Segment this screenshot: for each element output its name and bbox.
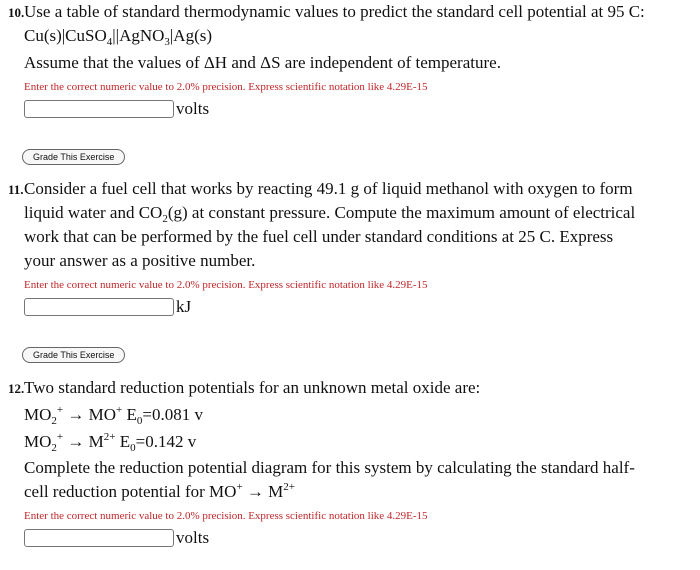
answer-input[interactable] xyxy=(24,100,174,118)
question-text: your answer as a positive number. xyxy=(24,251,256,270)
answer-row xyxy=(24,296,698,318)
question-12 xyxy=(8,376,698,549)
question-number: 12. xyxy=(8,381,25,396)
question-text: Use a table of standard thermodynamic values to predict the standard cell potential at 95 C: xyxy=(24,2,645,21)
unit-label: volts xyxy=(176,99,210,118)
question-number: 11. xyxy=(8,182,24,197)
precision-hint: Enter the correct numeric value to 2.0% precision. Express scientific notation like 4.29E-15 xyxy=(24,81,428,93)
answer-row xyxy=(24,98,698,120)
grade-exercise-button[interactable]: Grade This Exercise xyxy=(22,347,125,363)
precision-hint: Enter the correct numeric value to 2.0% precision. Express scientific notation like 4.29E-15 xyxy=(24,510,428,522)
question-text: Complete the reduction potential diagram for this system by calculating the standard half- xyxy=(24,458,635,477)
unit-label: kJ xyxy=(176,297,192,316)
grade-exercise-button[interactable]: Grade This Exercise xyxy=(22,149,125,165)
unit-label: volts xyxy=(176,528,210,547)
cell-notation: Cu(s)|CuSO$_4$||AgNO$_3$|Ag(s) xyxy=(24,26,213,48)
question-text: cell reduction potential for $MO^+ \to M^{2+}$ xyxy=(24,481,295,501)
answer-input[interactable] xyxy=(24,529,174,547)
question-10 xyxy=(8,0,698,120)
question-text: Assume that the values of ΔH and ΔS are independent of temperature. xyxy=(24,53,501,72)
reaction-2: $MO_2^+ \to M^{2+}$ $E_0=0.142$ v xyxy=(24,431,197,454)
reaction-1: $MO_2^+ \to MO^+$ $E_0=0.081$ v xyxy=(24,404,203,427)
precision-hint: Enter the correct numeric value to 2.0% precision. Express scientific notation like 4.29E-15 xyxy=(24,279,428,291)
question-text: work that can be performed by the fuel cell under standard conditions at 25 C. Express xyxy=(24,227,614,246)
question-11 xyxy=(8,177,698,318)
question-text: Consider a fuel cell that works by reacting 49.1 g of liquid methanol with oxygen to form xyxy=(24,179,633,198)
question-text: Two standard reduction potentials for an unknown metal oxide are: xyxy=(24,378,481,397)
answer-input[interactable] xyxy=(24,298,174,316)
answer-row xyxy=(24,527,698,549)
question-text: liquid water and $CO_2(g)$ at constant pressure. Compute the maximum amount of electrical xyxy=(24,203,636,225)
question-number: 10. xyxy=(8,5,25,20)
